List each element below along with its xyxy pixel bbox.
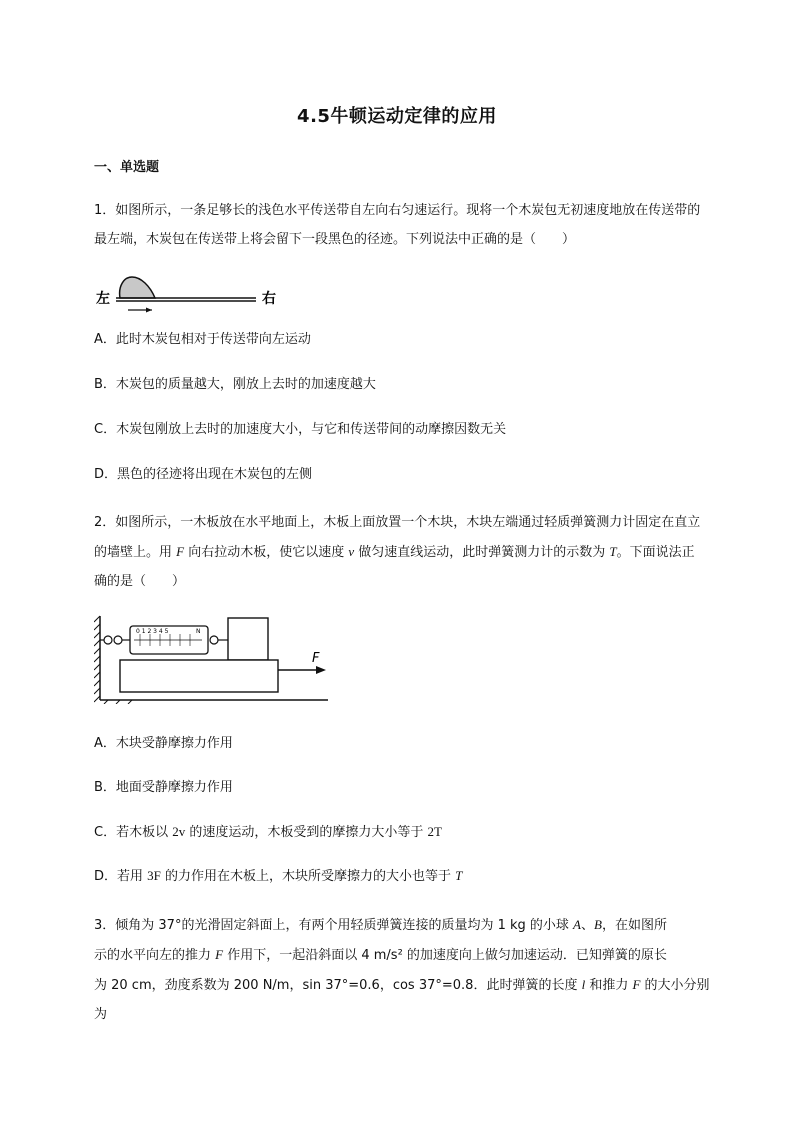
q2-option-c-2v: 2v xyxy=(172,824,186,839)
q2-option-c-part-b: 的速度运动，木板受到的摩擦力大小等于 xyxy=(185,825,428,840)
spring-scale-digits: 0 1 2 3 4 5 xyxy=(136,628,169,635)
q2-option-c-2T: 2T xyxy=(427,824,442,839)
q3-line-3-a: 为 20 cm，劲度系数为 200 N/m，sin 37°=0.6，cos 37°=0.8．此时弹簧的长度 xyxy=(94,978,582,993)
q1-option-c: C．木炭包刚放上去时的加速度大小，与它和传送带间的动摩擦因数无关 xyxy=(94,422,507,437)
q3-line-2 xyxy=(94,940,714,970)
question-1-stem: 1．如图所示，一条足够长的浅色水平传送带自左向右匀速运行。现将一个木炭包无初速度地放在传送带的最左端，木炭包在传送带上将会留下一段黑色的径迹。下列说法中正确的是（ ） xyxy=(94,203,701,247)
charcoal-package-shape xyxy=(120,277,155,298)
q3-line-3-b: 和推力 xyxy=(585,978,633,993)
q2-stem-part-c: 做匀速直线运动，此时弹簧测力计的示数为 xyxy=(354,545,610,560)
q3-line-4: 为 xyxy=(94,1007,108,1022)
q2-stem-part-a: 2．如图所示，一木板放在水平地面上，木板上面放置一个木块，木块左端通过轻质弹簧测力计固定在直立的墙壁上。用 xyxy=(94,515,701,560)
q3-ball-a: A xyxy=(573,917,581,932)
q2-force-symbol: F xyxy=(176,544,185,559)
q3-line-1-c: ，在如图所 xyxy=(601,918,667,933)
q1-conveyor-figure xyxy=(94,272,290,314)
section-heading: 一、单选题 xyxy=(94,160,160,175)
q2-option-d-T: T xyxy=(455,868,463,883)
force-arrowhead xyxy=(316,666,326,674)
wall-hatching xyxy=(94,616,100,702)
q3-line-1-b: 、 xyxy=(580,918,594,933)
q2-option-d xyxy=(94,866,462,887)
q1-option-a: A．此时木炭包相对于传送带向左运动 xyxy=(94,332,311,347)
q2-stem-part-d: 。下面说法正确的是（ ） xyxy=(94,545,695,589)
q3-line-1 xyxy=(94,910,714,940)
q3-force-symbol-2: F xyxy=(632,977,641,992)
belt-direction-arrowhead xyxy=(146,308,152,313)
scale-right-hook xyxy=(210,636,218,644)
q3-force-symbol: F xyxy=(215,947,224,962)
q1-option-b: B．木炭包的质量越大，刚放上去时的加速度越大 xyxy=(94,377,376,392)
q2-spring-scale-figure xyxy=(94,612,338,704)
q2-option-d-part-a: D．若用 xyxy=(94,869,148,884)
q3-line-1-a: 3．倾角为 37°的光滑固定斜面上，有两个用轻质弹簧连接的质量均为 1 kg 的小球 xyxy=(94,918,574,933)
q2-option-c xyxy=(94,822,442,843)
wall-hook-ring xyxy=(104,636,112,644)
q2-stem-part-b: 向右拉动木板，使它以速度 xyxy=(184,545,349,560)
question-2-stem xyxy=(94,508,706,596)
scale-hook-ring xyxy=(114,636,122,644)
q2-tension-symbol: T xyxy=(609,544,617,559)
q2-option-d-part-b: 的力作用在木板上，木块所受摩擦力的大小也等于 xyxy=(160,869,456,884)
page-title: 4.5牛顿运动定律的应用 xyxy=(297,106,497,127)
q2-velocity-symbol: v xyxy=(348,544,355,559)
q3-line-3 xyxy=(94,970,714,1000)
q2-option-c-part-a: C．若木板以 xyxy=(94,825,173,840)
q2-option-d-3F: 3F xyxy=(147,868,161,883)
q3-line-3-c: 的大小分别 xyxy=(640,978,710,993)
spring-scale-unit: N xyxy=(196,628,201,635)
q3-line-2-b: 作用下，一起沿斜面以 4 m/s² 的加速度向上做匀加速运动．已知弹簧的原长 xyxy=(223,948,667,963)
q3-length-symbol: l xyxy=(581,977,586,992)
q2-option-b: B．地面受静摩擦力作用 xyxy=(94,780,233,795)
q1-figure-right-label: 右 xyxy=(262,291,276,307)
q3-ball-b: B xyxy=(594,917,602,932)
q1-figure-left-label: 左 xyxy=(96,291,110,307)
force-label: F xyxy=(312,651,320,666)
q2-option-a: A．木块受静摩擦力作用 xyxy=(94,736,233,751)
question-3-stem xyxy=(94,910,714,1029)
wooden-block xyxy=(228,618,268,660)
q3-line-2-a: 示的水平向左的推力 xyxy=(94,948,216,963)
q1-option-d: D．黑色的径迹将出现在木炭包的左侧 xyxy=(94,467,313,482)
wooden-plank xyxy=(120,660,278,692)
